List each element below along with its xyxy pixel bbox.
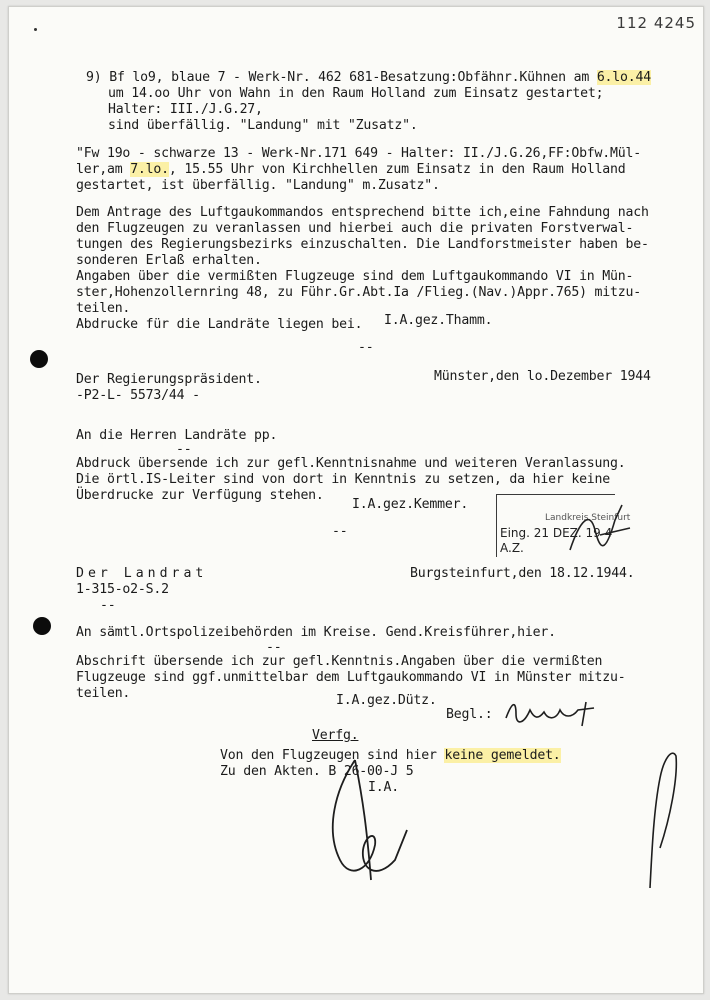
landrat-reference: 1-315-o2-S.2 [76,582,169,597]
request-line: ster,Hohenzollernring 48, zu Führ.Gr.Abt.Ia /Flieg.(Nav.)Appr.765) mitzu- [76,285,641,300]
landrat-body-line: Abschrift übersende ich zur gefl.Kenntnis.Angaben über die vermißten [76,654,603,669]
request-line: teilen. [76,301,131,316]
verfg-line3: I.A. [368,780,399,795]
request-line: sonderen Erlaß erhalten. [76,253,262,268]
handwritten-signature-large [315,740,425,890]
entry9-text: 9) Bf lo9, blaue 7 - Werk-Nr. 462 681-Besatzung:Obfähnr.Kühnen am [86,70,597,85]
entry-fw-line1: "Fw 19o - schwarze 13 - Werk-Nr.171 649 - Halter: II./J.G.26,FF:Obfw.Mül- [76,146,641,161]
regpraes-reference: -P2-L- 5573/44 - [76,388,200,403]
beglaubigt-label: Begl.: [446,707,493,722]
verfg-text: Von den Flugzeugen sind hier [220,748,445,763]
separator-dash: -- [266,640,282,655]
stamp-header: Landkreis Steinfurt [545,513,631,523]
landrat-addressee: An sämtl.Ortspolizeibehörden im Kreise. Gend.Kreisführer,hier. [76,625,556,640]
stamp-initials [560,500,640,560]
entry9-line3: Halter: III./J.G.27, [108,102,263,117]
entry-fw-line2 [76,162,626,178]
request-line: Angaben über die vermißten Flugzeuge sind dem Luftgaukommando VI in Mün- [76,269,634,284]
regpraes-body-line: Überdrucke zur Verfügung stehen. [76,488,324,503]
entry-fw-text: ler,am [76,162,131,177]
verfg-line2: Zu den Akten. B 26-00-J 5 [220,764,414,779]
stamp-received-date: Eing. 21 DEZ. 19 4 [500,526,613,540]
landrat-body-line: teilen. [76,686,131,701]
entry9-line2: um 14.oo Uhr von Wahn in den Raum Holland zum Einsatz gestartet; [108,86,604,101]
request-line: Abdrucke für die Landräte liegen bei. [76,317,363,332]
request-line: den Flugzeugen zu veranlassen und hierbei auch die privaten Forstverwal- [76,221,634,236]
signature-duetz: I.A.gez.Dütz. [336,693,437,708]
entry9-line4: sind überfällig. "Landung" mit "Zusatz". [108,118,418,133]
entry-fw-text-post: , 15.55 Uhr von Kirchhellen zum Einsatz in den Raum Holland [168,162,626,177]
landrat-title: Der Landrat [76,566,208,581]
request-line: tungen des Regierungsbezirks einzuschalten. Die Landforstmeister haben be- [76,237,649,252]
highlight-keine-gemeldet: keine gemeldet. [444,748,561,763]
separator-dash: -- [332,524,348,539]
stamp-file-ref: A.Z. [500,541,524,555]
entry-fw-line3: gestartet, ist überfällig. "Landung" m.Zusatz". [76,178,440,193]
corner-mark [34,28,37,31]
archive-reference: 112 4245 [616,14,696,32]
signature-thamm: I.A.gez.Thamm. [384,313,493,328]
landrat-body-line: Flugzeuge sind ggf.unmittelbar dem Luftgaukommando VI in Münster mitzu- [76,670,626,685]
punch-hole-top [30,350,48,368]
landrat-place-date: Burgsteinfurt,den 18.12.1944. [410,566,635,581]
regpraes-body-line: Abdruck übersende ich zur gefl.Kenntnisnahme und weiteren Veranlassung. [76,456,626,471]
highlight-date-7-10: 7.lo. [130,162,169,177]
punch-hole-bottom [33,617,51,635]
separator-dash: -- [176,442,192,457]
entry9-line1 [86,70,651,86]
separator-dash: -- [358,340,374,355]
separator-dash: -- [100,598,116,613]
signature-kemmer: I.A.gez.Kemmer. [352,497,469,512]
request-line: Dem Antrage des Luftgaukommandos entsprechend bitte ich,eine Fahndung nach [76,205,649,220]
handwritten-mark-right [630,738,690,898]
handwritten-signature-begl [498,696,608,732]
regpraes-body-line: Die örtl.IS-Leiter sind von dort in Kenntnis zu setzen, da hier keine [76,472,611,487]
verfg-title: Verfg. [312,728,359,743]
regpraes-place-date: Münster,den lo.Dezember 1944 [434,369,651,384]
highlight-date-6-10: 6.lo.44 [596,70,651,85]
regpraes-addressee: An die Herren Landräte pp. [76,428,278,443]
regpraes-title: Der Regierungspräsident. [76,372,262,387]
